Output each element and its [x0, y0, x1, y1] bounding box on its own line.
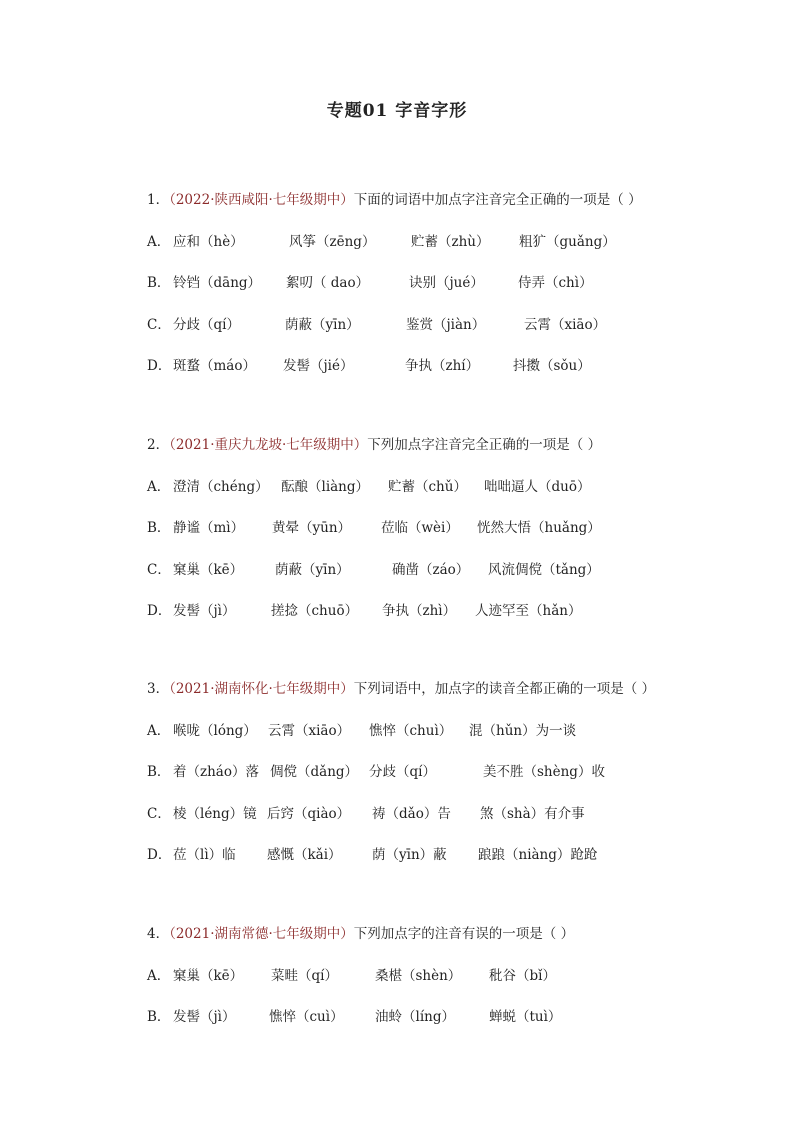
option-item: 莅临（wèi）: [381, 520, 459, 536]
option-item: 窠巢（kē）: [173, 561, 244, 578]
question-text: 下列词语中，加点字的读音全都正确的一项是（ ）: [353, 681, 656, 697]
option-item: 搓捻（chuō）: [271, 603, 359, 619]
option-item: 祷（dǎo）告: [372, 805, 451, 822]
option-item: 莅（lì）临: [173, 847, 236, 863]
option-item: 憔悴（chuì）: [369, 722, 453, 739]
option-label: D．: [147, 358, 172, 374]
option-label: A．: [147, 967, 171, 984]
option-item: 棱（léng）镜: [173, 805, 257, 822]
option-label: D．: [147, 603, 172, 619]
option-item: 混（hǔn）为一谈: [469, 722, 577, 739]
option-item: 荫（yīn）蔽: [372, 847, 447, 863]
option-item: 絮叨（ dao）: [286, 275, 370, 291]
question-source: （2021·湖南怀化·七年级期中）: [169, 681, 354, 697]
option-c: [147, 560, 707, 580]
option-item: 蝉蜕（tuì）: [489, 1009, 562, 1025]
option-item: 菜畦（qí）: [271, 967, 338, 984]
option-item: 油蛉（líng）: [375, 1009, 455, 1025]
option-label: B．: [147, 764, 171, 780]
option-item: 酝酿（liàng）: [281, 478, 370, 495]
question-number: 3．: [147, 681, 170, 697]
option-label: B．: [147, 520, 171, 536]
option-item: 贮蓄（chǔ）: [388, 478, 467, 495]
option-d: [147, 845, 707, 865]
option-item: 风流倜傥（tǎng）: [488, 561, 600, 578]
option-item: 美不胜（shèng）收: [483, 764, 605, 780]
option-item: 感慨（kǎi）: [267, 847, 342, 863]
question-stem: [147, 435, 707, 455]
option-d: [147, 356, 707, 376]
option-item: 粗犷（guǎng）: [519, 233, 616, 250]
page-title: 专题01 字音字形: [326, 101, 468, 121]
option-item: 桑椹（shèn）: [375, 967, 462, 984]
option-label: A．: [147, 478, 171, 495]
option-label: A．: [147, 722, 171, 739]
question-source: （2021·重庆九龙坡·七年级期中）: [169, 437, 368, 453]
question-3: [147, 679, 707, 865]
option-item: 恍然大悟（huǎng）: [477, 520, 601, 536]
question-stem: [147, 924, 707, 944]
option-item: 鉴赏（jiàn）: [406, 316, 486, 333]
option-d: [147, 601, 707, 621]
option-item: 风筝（zēng）: [289, 233, 376, 250]
option-a: [147, 477, 707, 497]
option-item: 分歧（qí）: [369, 764, 436, 780]
question-number: 4．: [147, 926, 170, 942]
option-b: [147, 1007, 707, 1027]
option-item: 着（zháo）落: [173, 764, 259, 780]
option-item: 抖擞（sǒu）: [513, 358, 591, 374]
option-item: 分歧（qí）: [173, 316, 240, 333]
question-number: 1．: [147, 192, 170, 208]
option-item: 静谧（mì）: [173, 520, 245, 536]
question-text: 下列加点字注音完全正确的一项是（ ）: [367, 437, 602, 453]
option-c: [147, 315, 707, 335]
option-label: C．: [147, 805, 171, 822]
option-item: 喉咙（lóng）: [173, 722, 257, 739]
option-item: 争执（zhí）: [405, 358, 480, 374]
option-item: 荫蔽（yīn）: [275, 561, 350, 578]
question-number: 2．: [147, 437, 170, 453]
question-text: 下面的词语中加点字注音完全正确的一项是（ ）: [353, 192, 642, 208]
question-source: （2022·陕西咸阳·七年级期中）: [169, 192, 354, 208]
question-source: （2021·湖南常德·七年级期中）: [169, 926, 354, 942]
option-item: 侍弄（chì）: [518, 275, 593, 291]
option-a: [147, 232, 707, 252]
option-item: 应和（hè）: [173, 233, 244, 250]
option-b: [147, 518, 707, 538]
question-4: [147, 924, 707, 1027]
option-item: 确凿（záo）: [392, 561, 470, 578]
question-text: 下列加点字的注音有误的一项是（ ）: [353, 926, 575, 942]
option-item: 咄咄逼人（duō）: [484, 478, 591, 495]
option-item: 煞（shà）有介事: [480, 805, 585, 822]
option-label: A．: [147, 233, 171, 250]
option-item: 诀别（jué）: [409, 275, 484, 291]
option-a: [147, 966, 707, 986]
option-label: D．: [147, 847, 172, 863]
option-item: 憔悴（cuì）: [269, 1009, 344, 1025]
option-item: 云霄（xiāo）: [268, 722, 351, 739]
option-label: B．: [147, 1009, 171, 1025]
option-item: 发髻（jì）: [173, 603, 236, 619]
option-item: 争执（zhì）: [382, 603, 457, 619]
option-label: B．: [147, 275, 171, 291]
option-a: [147, 721, 707, 741]
option-b: [147, 273, 707, 293]
option-item: 铃铛（dāng）: [173, 275, 262, 291]
option-item: 荫蔽（yīn）: [285, 316, 360, 333]
option-label: C．: [147, 316, 171, 333]
option-item: 澄清（chéng）: [173, 478, 269, 495]
option-b: [147, 762, 707, 782]
option-item: 发髻（jié）: [283, 358, 354, 374]
option-item: 倜傥（dǎng）: [270, 764, 359, 780]
option-item: 人迹罕至（hǎn）: [475, 603, 582, 619]
question-2: [147, 435, 707, 621]
option-c: [147, 804, 707, 824]
option-label: C．: [147, 561, 171, 578]
question-stem: [147, 679, 707, 699]
option-item: 云霄（xiāo）: [524, 316, 607, 333]
question-stem: [147, 190, 707, 210]
option-item: 窠巢（kē）: [173, 967, 244, 984]
option-item: 秕谷（bǐ）: [489, 967, 556, 984]
option-item: 后窍（qiào）: [267, 805, 351, 822]
question-1: [147, 190, 707, 376]
option-item: 贮蓄（zhù）: [411, 233, 490, 250]
option-item: 发髻（jì）: [173, 1009, 236, 1025]
option-item: 踉踉（niàng）跄跄: [478, 847, 598, 863]
option-item: 斑蝥（máo）: [173, 358, 256, 374]
option-item: 黄晕（yūn）: [272, 520, 352, 536]
